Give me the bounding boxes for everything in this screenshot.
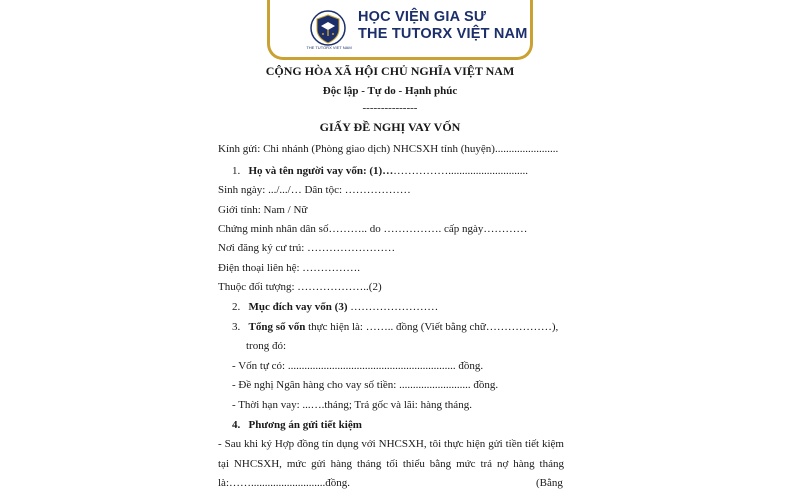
- target-group-field: Thuộc đối tượng: ………………..(2): [218, 281, 382, 293]
- section-dots: ……………………: [347, 301, 439, 313]
- loan-request-item: - Đề nghị Ngân hàng cho vay số tiền: .......................... đồng.: [232, 379, 499, 391]
- section-dots: …………….............................: [393, 165, 528, 177]
- national-header: CỘNG HÒA XÃ HỘI CHỦ NGHĨA VIỆT NAM: [265, 64, 515, 78]
- savings-paragraph-line-1: - Sau khi ký Hợp đồng tín dụng với NHCSXH, tôi thực hiện gửi tiền tiết kiệm: [218, 438, 564, 450]
- loan-term-item: - Thời hạn vay: ...….tháng; Trả gốc và lãi: hàng tháng.: [232, 399, 472, 411]
- section-number: 4.: [232, 419, 241, 431]
- logo-caption: THE TUTORX VIET NAM: [306, 45, 352, 50]
- savings-paragraph-line-3-end: (Bằng: [536, 477, 563, 489]
- national-motto: Độc lập - Tự do - Hạnh phúc: [322, 85, 458, 97]
- savings-paragraph-line-3: là:……...........................đồng.: [218, 477, 350, 489]
- section-3: [232, 320, 558, 334]
- gender-field: Giới tính: Nam / Nữ: [218, 204, 308, 216]
- id-card-field: Chứng minh nhân dân số……….. do ……………. cấp ngày…………: [218, 223, 528, 235]
- brand-line-2: THE TUTORX VIỆT NAM: [358, 26, 528, 42]
- addressee: Kính gửi: Chi nhánh (Phòng giao dịch) NHCSXH tỉnh (huyện).......................: [218, 143, 559, 155]
- savings-paragraph-line-2: tại NHCSXH, mức gửi hàng tháng tối thiểu bằng mức trả nợ hàng tháng: [218, 458, 564, 470]
- section-3-continuation: trong đó:: [246, 340, 287, 352]
- section-heading: Họ và tên người vay vốn: (1)…: [248, 165, 394, 177]
- section-heading: Phương án gửi tiết kiệm: [248, 419, 362, 431]
- section-text: thực hiện là: …….. đồng (Viết bằng chữ………………),: [305, 321, 559, 333]
- section-heading: Tổng số vốn: [248, 321, 306, 333]
- section-heading: Mục đích vay vốn (3): [248, 301, 348, 313]
- header-separator: ---------------: [362, 102, 418, 114]
- residence-field: Nơi đăng ký cư trú: ……………………: [218, 242, 396, 254]
- phone-field: Điện thoại liên hệ: …………….: [218, 262, 361, 274]
- section-number: 3.: [232, 321, 241, 333]
- section-number: 1.: [232, 165, 241, 177]
- section-2: [232, 300, 438, 314]
- brand-line-1: HỌC VIỆN GIA SƯ: [358, 9, 487, 25]
- document-title: GIẤY ĐỀ NGHỊ VAY VỐN: [319, 120, 461, 134]
- section-1: [232, 164, 528, 178]
- birth-ethnicity-field: Sinh ngày: .../.../… Dân tộc: ………………: [218, 184, 411, 196]
- own-capital-item: - Vốn tự có: ............................................................. đồng.: [232, 360, 484, 372]
- section-4: [232, 418, 362, 432]
- section-number: 2.: [232, 301, 241, 313]
